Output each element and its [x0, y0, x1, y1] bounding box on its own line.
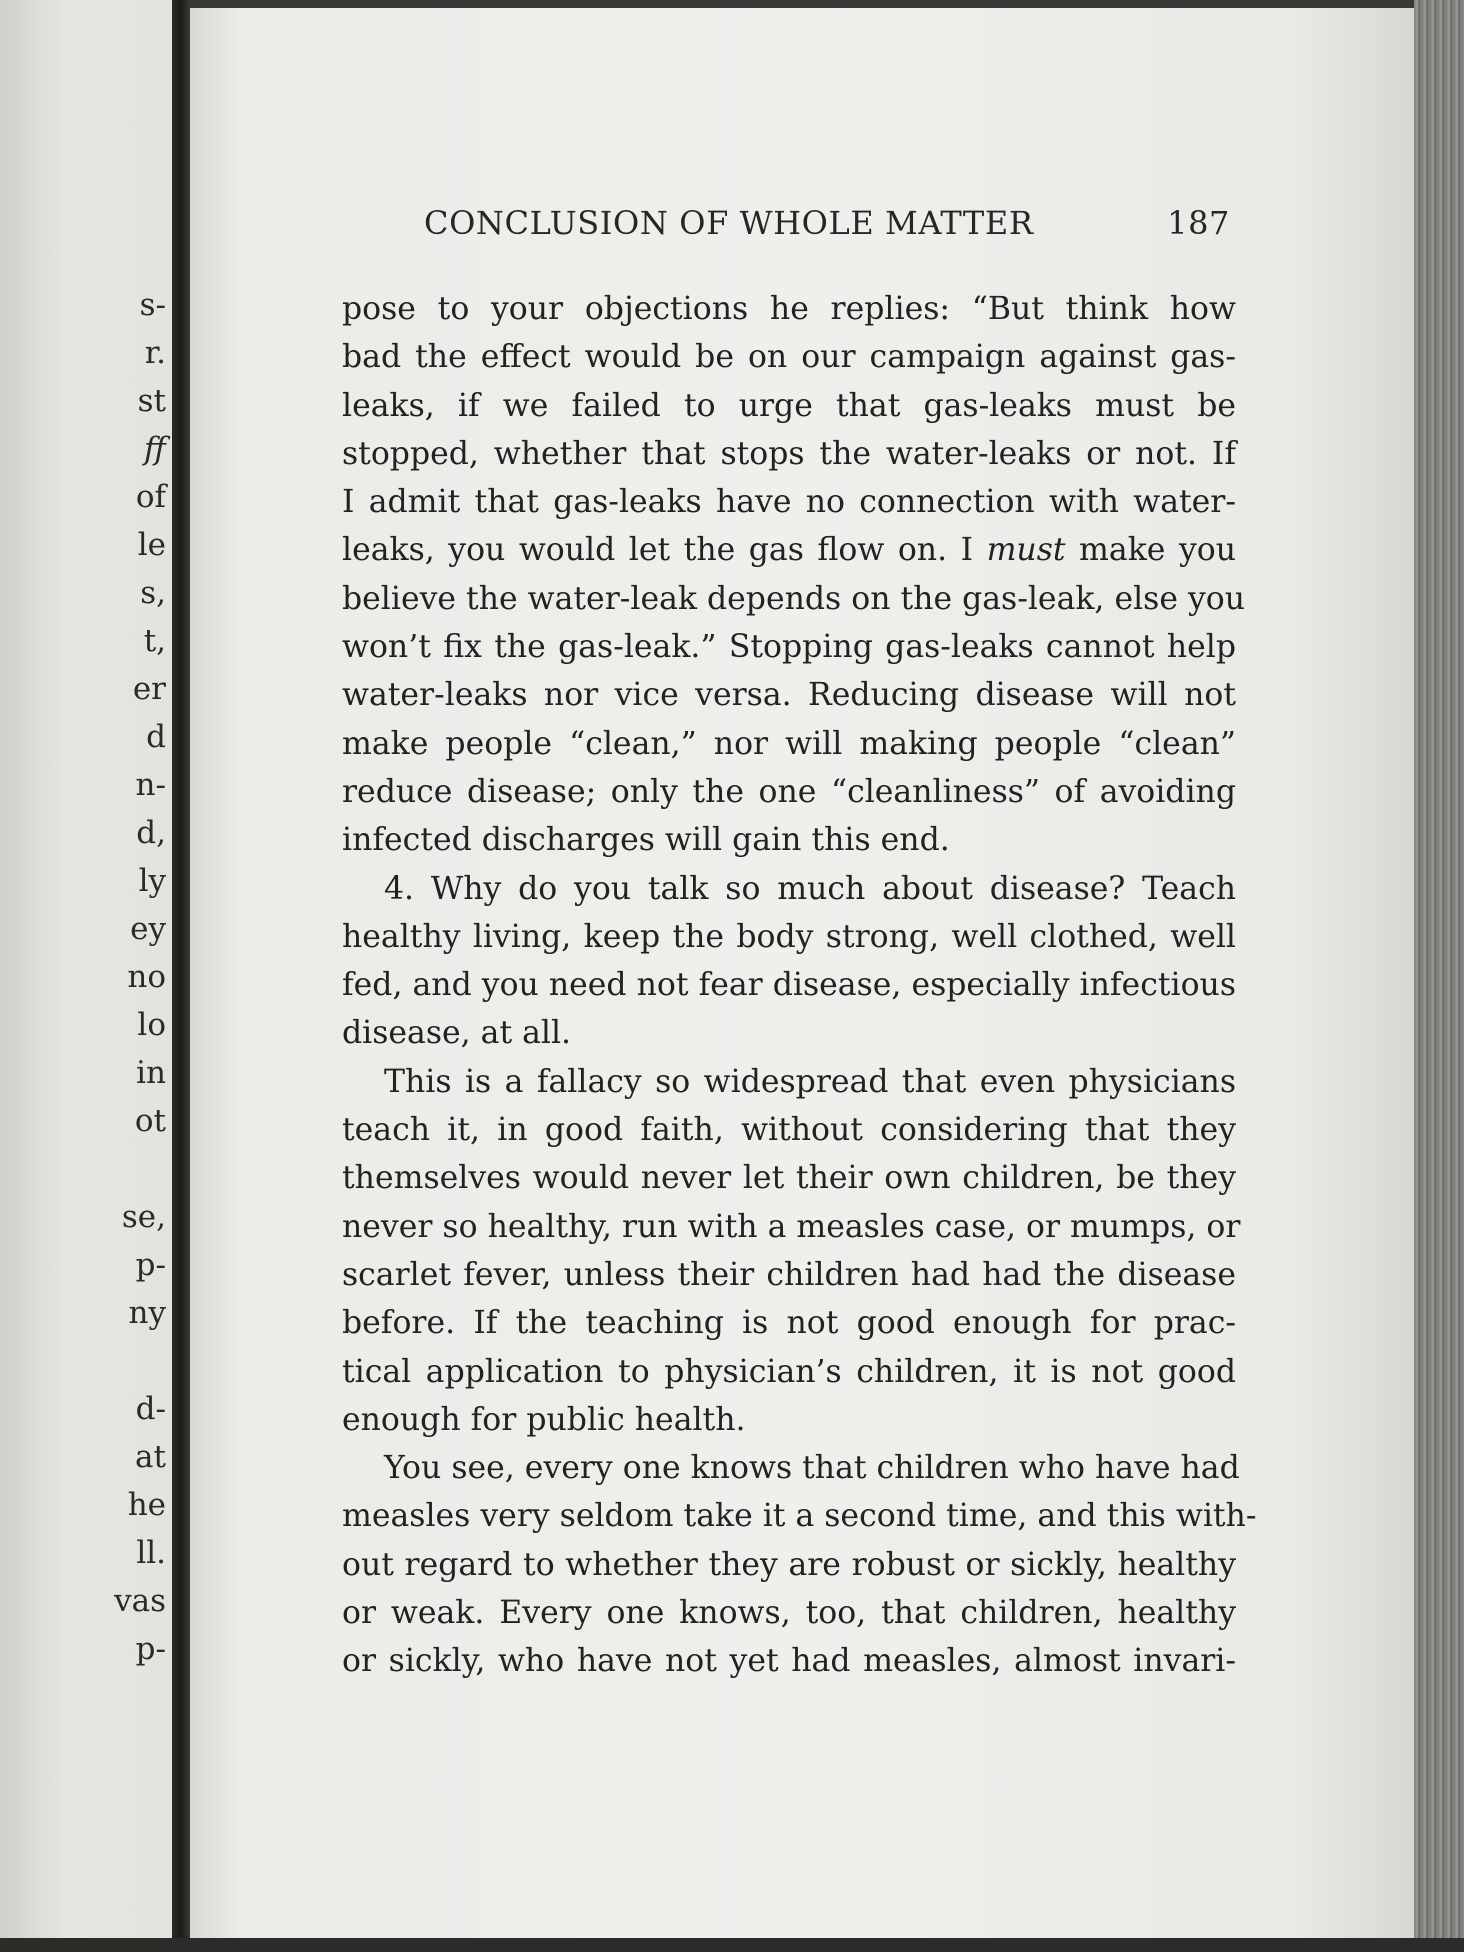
text-line: You see, every one knows that children who have had [384, 1450, 1240, 1487]
text-line: I admit that gas-leaks have no connection with water- [342, 484, 1236, 521]
left-page-fragment: of [135, 479, 166, 515]
book-spine [172, 0, 190, 1952]
running-head-title: CONCLUSION OF WHOLE MATTER [424, 204, 1034, 242]
left-page-fragment: er [132, 671, 166, 707]
left-page-fragment: r. [144, 335, 166, 371]
text-line: or weak. Every one knows, too, that children, healthy [342, 1595, 1236, 1632]
text-run: leaks, you would let the gas flow on. I [342, 532, 987, 569]
body-text [342, 285, 1257, 1686]
text-line: themselves would never let their own children, be they [342, 1160, 1236, 1197]
text-line: measles very seldom take it a second time, and this with- [342, 1498, 1257, 1535]
text-line: reduce disease; only the one “cleanliness” of avoiding [342, 773, 1236, 810]
left-page-fragment: in [136, 1055, 166, 1091]
text-line: never so healthy, run with a measles case, or mumps, or [342, 1208, 1241, 1245]
text-run: make you [1065, 532, 1236, 569]
text-line: out regard to whether they are robust or sickly, healthy [342, 1546, 1236, 1583]
text-line: teach it, in good faith, without considering that they [342, 1112, 1236, 1149]
text-line: enough for public health. [342, 1401, 746, 1438]
emphasis-word: must [986, 532, 1066, 569]
page-edge [1414, 0, 1464, 1952]
left-page-fragment: d [146, 719, 166, 755]
left-page-fragment: se, [121, 1199, 166, 1235]
text-line: stopped, whether that stops the water-leaks or not. If [342, 435, 1236, 472]
text-line: make people “clean,” nor will making people “clean” [342, 725, 1236, 762]
text-line: pose to your objections he replies: “But think how [342, 291, 1236, 327]
left-page-fragment: s- [139, 287, 166, 323]
left-page-fragment: p- [135, 1247, 166, 1283]
left-page-fragment: d, [136, 815, 166, 851]
text-line: won’t fix the gas-leak.” Stopping gas-leaks cannot help [342, 629, 1236, 666]
left-page-fragment: n- [135, 767, 166, 803]
left-page-fragment: d- [135, 1391, 166, 1427]
running-header [424, 204, 1230, 244]
left-page-fragment: at [135, 1439, 166, 1475]
text-line: believe the water-leak depends on the gas-leak, else you [342, 580, 1246, 617]
left-page-fragment: s, [140, 575, 166, 611]
text-line: before. If the teaching is not good enough for prac- [342, 1305, 1236, 1342]
left-page-fragment: t, [143, 623, 166, 659]
text-line: leaks, if we failed to urge that gas-leaks must be [342, 387, 1236, 424]
text-line: water-leaks nor vice versa. Reducing disease will not [342, 677, 1236, 714]
left-page-fragment: ey [130, 911, 166, 947]
left-page-fragment: ot [134, 1103, 166, 1139]
left-page-fragment: st [137, 383, 166, 419]
left-page-fragment: le [137, 527, 166, 563]
text-line: healthy living, keep the body strong, well clothed, well [342, 918, 1236, 955]
text-line: disease, at all. [342, 1015, 572, 1052]
left-page-fragment: p- [135, 1631, 166, 1667]
left-page-fragment: he [127, 1487, 166, 1523]
left-page-fragment: vas [114, 1583, 166, 1619]
left-page-fragment: ll. [136, 1535, 166, 1571]
text-line: infected discharges will gain this end. [342, 822, 950, 859]
left-page-fragment: ff [144, 431, 166, 467]
left-page-fragment: ly [138, 863, 166, 899]
text-line: This is a fallacy so widespread that even physicians [384, 1063, 1236, 1100]
left-page-fragment: ny [128, 1295, 166, 1331]
text-line: 4. Why do you talk so much about disease? Teach [384, 870, 1236, 907]
text-line: or sickly, who have not yet had measles, almost invari- [342, 1643, 1236, 1680]
text-line: tical application to physician’s children, it is not good [342, 1353, 1236, 1390]
text-line: scarlet fever, unless their children had had the disease [342, 1256, 1236, 1293]
text-line: fed, and you need not fear disease, especially infectious [342, 967, 1236, 1004]
left-page-fragment: lo [137, 1007, 166, 1043]
page-number: 187 [1167, 204, 1230, 242]
left-page-fragment: no [127, 959, 166, 995]
bottom-shadow [0, 1938, 1464, 1952]
text-line: bad the effect would be on our campaign against gas- [342, 339, 1236, 376]
left-page [0, 0, 172, 1952]
text-line-emphasis [342, 526, 1236, 574]
